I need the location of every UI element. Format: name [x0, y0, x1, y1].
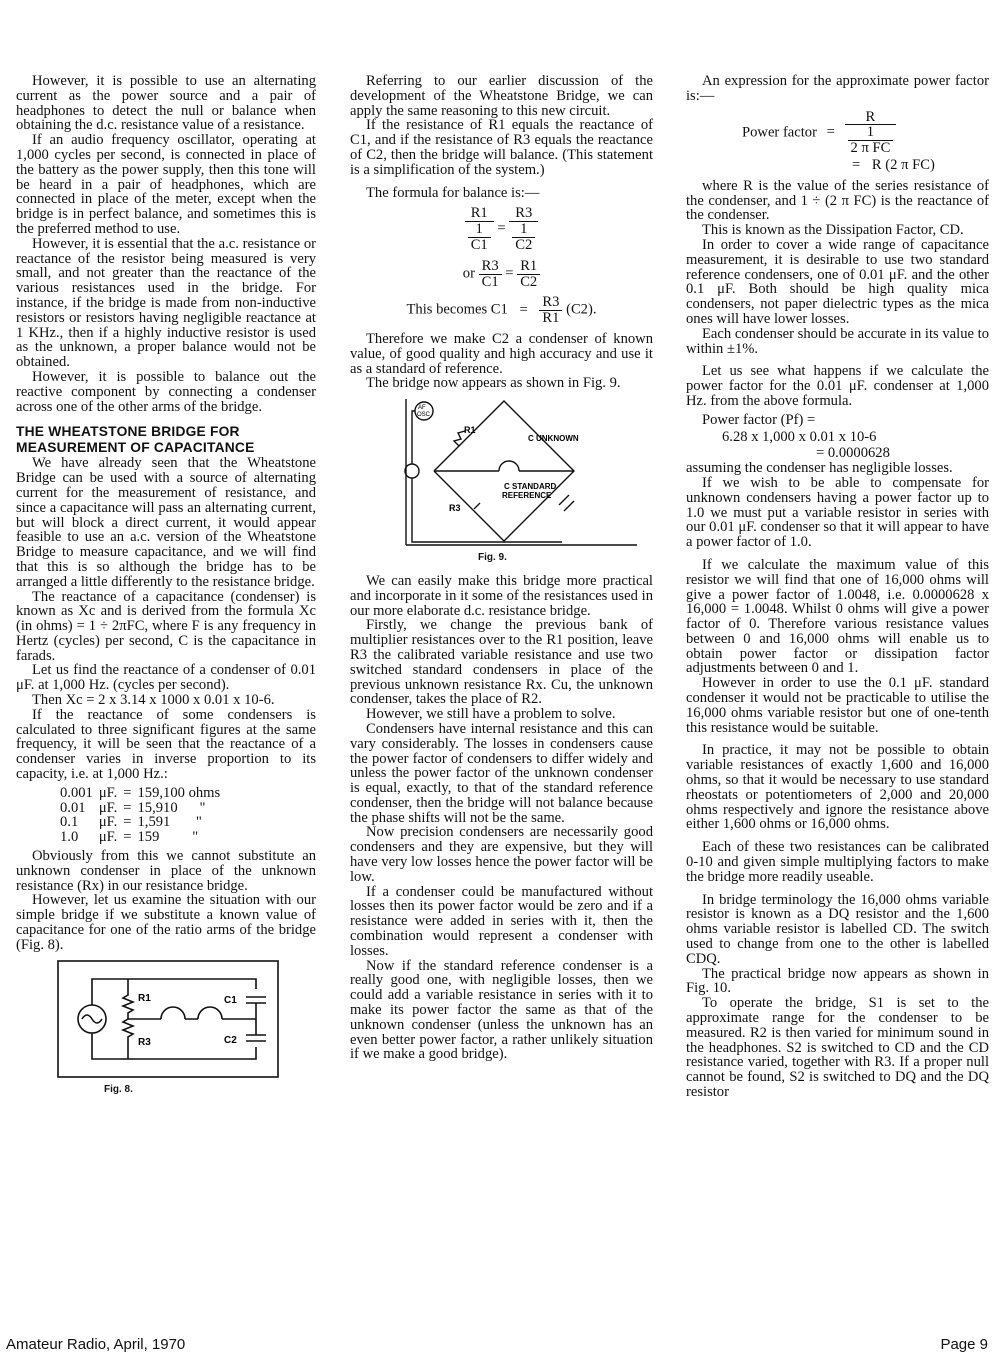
- paragraph: The reactance of a capacitance (condenser) is known as Xc and is derived from the formula Xc (in ohms) = 1 ÷ 2πFC, where F is any frequency in Hertz (cycles) per second, C is the capacitance in farads.: [16, 588, 316, 664]
- paragraph: Each of these two resistances can be calibrated 0-10 and given simple multiplying factors to make the bridge more readily useable.: [686, 839, 989, 885]
- oscillator-symbol: [405, 464, 419, 478]
- paragraph: The bridge now appears as shown in Fig. 9.: [366, 375, 621, 392]
- fig9-r3-label: R3: [449, 503, 461, 514]
- paragraph: Obviously from this we cannot substitute an unknown condenser in place of the unknown resistance (Rx) in our resistance bridge.: [16, 848, 316, 894]
- paragraph: However, we still have a problem to solve.: [366, 706, 616, 723]
- figure-9: [404, 397, 653, 566]
- heading-line-2: MEASUREMENT OF CAPACITANCE: [16, 440, 255, 456]
- section-heading: [16, 424, 316, 456]
- denominator: 2 π FC: [850, 140, 891, 157]
- fig9-diagram: [404, 397, 639, 547]
- numerator: R3: [539, 295, 562, 311]
- formula-balance-2: [350, 259, 653, 290]
- numerator: 1: [848, 125, 894, 141]
- formula-balance-3: [350, 295, 653, 326]
- fig8-c2-label: C2: [224, 1034, 237, 1046]
- paragraph: In bridge terminology the 16,000 ohms variable resistor is known as a DQ resistor and the 1,600 ohms variable resistor is labelled CD. The switch used to change from one to the other is labelled CDQ.: [686, 891, 989, 967]
- formula-tail: (C2).: [566, 302, 597, 318]
- paragraph: However, it is possible to use an alternating current as the power source and a pair of headphones to detect the null or balance when obtaining the d.c. resistance value of a resistance.: [16, 73, 316, 134]
- paragraph: assuming the condenser has negligible losses.: [686, 460, 953, 477]
- cell: 0.01: [60, 799, 86, 816]
- fraction: [845, 110, 897, 156]
- paragraph: Then Xc = 2 x 3.14 x 1000 x 0.01 x 10-6.: [32, 692, 275, 709]
- fig8-c1-label: C1: [224, 994, 237, 1006]
- paragraph: Therefore we make C2 a condenser of known value, of good quality and high accuracy and use it as a standard of reference.: [350, 330, 653, 377]
- paragraph: Let us see what happens if we calculate the power factor for the 0.01 μF. condenser at 1,000 Hz. from the above formula.: [686, 363, 989, 409]
- fig9-c-unknown-label: C UNKNOWN: [528, 434, 579, 444]
- table-row: [60, 786, 226, 801]
- paragraph: The formula for balance is:—: [366, 184, 540, 201]
- equals-sign: =: [497, 220, 506, 237]
- or-word: or: [462, 265, 475, 282]
- paragraph: The practical bridge now appears as shown in Fig. 10.: [686, 965, 989, 997]
- numerator: 1: [468, 222, 491, 238]
- cell: 15,910 ": [137, 799, 206, 816]
- denominator: [845, 125, 897, 156]
- paragraph: If we wish to be able to compensate for unknown condensers having a power factor up to 1.0 we must put a variable resistor in series with our 0.01 μF. condenser so that it will appear to have a power factor of 1.0.: [686, 474, 989, 551]
- paragraph: Firstly, we change the previous bank of multiplier resistances over to the R1 position, leave R3 the calibrated variable resistance and use two switched standard condensers in place of the previous unknown resistance Rx. Cu, the unknown condenser, takes the place of R2.: [350, 617, 653, 708]
- paragraph: If we calculate the maximum value of this resistor we will find that one of 16,000 ohms will give a power factor of 1.0048, i.e. 0.0000628 x 16,000 = 1.0048. Whilst 0 ohms will give a power factor of 0. Therefore various resistance values between 0 and 16,000 ohms will enable us to obtain power factor or dissipation factor adjustments between 0 and 1.: [686, 556, 989, 677]
- paragraph: However, it is essential that the a.c. resistance or reactance of the resistor being measured is very small, and not greater than the reactance of the various resistances used in the bridge. For instance, if the bridge is made from non-inductive resistors or resistors having negligible reactance at 1 KHz., then if a highly inductive resistor is used as the unknown, a proper balance would not be obtained.: [16, 235, 316, 371]
- equals-sign: =: [505, 265, 514, 282]
- paragraph: However, let us examine the situation with our simple bridge if we substitute a known value of capacitance for one of the ratio arms of the bridge (Fig. 8).: [16, 892, 316, 953]
- paragraph: Let us find the reactance of a condenser of 0.01 μF. at 1,000 Hz. (cycles per second).: [16, 662, 316, 694]
- formula-balance-1: [350, 206, 653, 252]
- paragraph: An expression for the approximate power factor is:—: [686, 73, 989, 104]
- paragraph: In order to cover a wide range of capacitance measurement, it is desirable to use two standard reference condensers, one of 0.01 μF. and the other 0.1 μF. Both should be high quality mica condensers, not paper dielectric types as the mica ones will have lower losses.: [686, 236, 989, 327]
- denominator: [465, 222, 494, 253]
- column-2: [350, 74, 653, 1062]
- denominator: C1: [470, 236, 488, 253]
- paragraph: If an audio frequency oscillator, operating at 1,000 cycles per second, is connected in place of the battery as the power supply, then this tone will be heard in a pair of headphones, which are connected in place of the meter, except when the bridge is in perfect balance, and sometimes this is the preferred method to use.: [16, 132, 316, 237]
- numerator: R1: [517, 259, 540, 275]
- numerator: R: [845, 110, 897, 126]
- fig9-reference-label: REFERENCE: [502, 491, 552, 501]
- heading-line-1: THE WHEATSTONE BRIDGE FOR: [16, 424, 240, 440]
- paragraph: If the resistance of R1 equals the reactance of C1, and if the resistance of R3 equals the reactance of C2, then the bridge will balance. (This statement is a simplification of the system.): [350, 117, 653, 178]
- denominator: C2: [520, 273, 538, 290]
- calc-line-1: Power factor (Pf) =: [702, 411, 816, 428]
- cell: 159,100 ohms: [137, 784, 221, 801]
- formula-result: R (2 π FC): [871, 156, 935, 173]
- fig9-r1-label: R1: [464, 425, 476, 436]
- fig8-caption: Fig. 8.: [104, 1083, 133, 1095]
- paragraph: If the reactance of some condensers is calculated to three significant figures at the same frequency, it will be seen that the reactance of a condenser varies in inverse proportion to its capacity, i.e. at 1,000 Hz.:: [16, 706, 316, 783]
- numerator: 1: [512, 222, 535, 238]
- formula-label: Power factor: [742, 124, 817, 141]
- footer-publication: Amateur Radio, April, 1970: [6, 1336, 186, 1353]
- column-3: [686, 74, 989, 1100]
- cell: =: [123, 784, 132, 801]
- numerator: R1: [465, 206, 494, 222]
- fig9-osc-label: OSC: [417, 412, 431, 419]
- table-row: [60, 801, 226, 816]
- table-row: [60, 830, 226, 845]
- equals-sign: =: [826, 124, 835, 141]
- calc-line-2: 6.28 x 1,000 x 0.01 x 10-6: [722, 428, 877, 445]
- calc-line-3: = 0.0000628: [816, 445, 890, 462]
- cell: =: [123, 829, 132, 846]
- denominator: C1: [481, 273, 499, 290]
- figure-8: [56, 959, 316, 1098]
- fig9-c-standard-label: C STANDARD: [504, 482, 557, 492]
- numerator: R3: [479, 259, 502, 275]
- fraction: [465, 206, 494, 252]
- equals-sign: =: [519, 302, 528, 318]
- denominator: [509, 222, 538, 253]
- paragraph: Now precision condensers are necessarily good condensers and they are expensive, but they will have very low losses hence the power factor will be low.: [350, 824, 653, 885]
- paragraph: We have already seen that the Wheatstone Bridge can be used with a source of alternating current for the measurement of resistance, and since a capacitance will pass an alternating current, but will block a direct current, it would appear feasible to use an a.c. version of the Wheatstone Bridge to measure capacitance, and we will find that this is so although the bridge has to be arranged a little differently to the resistance bridge.: [16, 455, 316, 590]
- power-factor-formula: [686, 110, 989, 173]
- denominator: R1: [542, 310, 560, 327]
- paragraph: However, it is possible to balance out the reactive component by connecting a condenser across one of the other arms of the bridge.: [16, 368, 316, 415]
- cell: μF.: [98, 829, 118, 846]
- cell: μF.: [98, 814, 118, 831]
- fig8-r1-label: R1: [138, 992, 151, 1004]
- cell: 0.1: [60, 814, 79, 831]
- paragraph: If a condenser could be manufactured without losses then its power factor would be zero and if a resistance were added in series with it, then the combination would represent a condenser with losses.: [350, 883, 653, 959]
- cell: μF.: [98, 799, 118, 816]
- paragraph: Condensers have internal resistance and this can vary considerably. The losses in condensers cause the power factor of condensers to differ widely and unless the power factor of the unknown condenser is equal, exactly, to that of the standard reference condenser, then the bridge will not balance because the phase shifts will not be the same.: [350, 720, 653, 826]
- numerator: R3: [509, 206, 538, 222]
- fig9-af-label: AF: [418, 405, 426, 412]
- fig8-r3-label: R3: [138, 1036, 151, 1048]
- cell: 0.001: [60, 784, 93, 801]
- cell: μF.: [98, 784, 118, 801]
- fig8-diagram: [56, 959, 281, 1079]
- paragraph: Referring to our earlier discussion of the development of the Wheatstone Bridge, we can apply the same reasoning to this new circuit.: [350, 73, 653, 119]
- paragraph: We can easily make this bridge more practical and incorporate in it some of the resistances used in our more elaborate d.c. resistance bridge.: [350, 572, 653, 619]
- reactance-table: [60, 786, 226, 845]
- footer-page-number: Page 9: [940, 1336, 988, 1353]
- paragraph: However in order to use the 0.1 μF. standard condenser it would not be practicable to utilise the 16,000 ohms variable resistor but one of one-tenth this resistance would be suitable.: [686, 675, 989, 736]
- paragraph: This is known as the Dissipation Factor, CD.: [702, 222, 964, 239]
- cell: =: [123, 799, 132, 816]
- paragraph: where R is the value of the series resistance of the condenser, and 1 ÷ (2 π FC) is the reactance of the condenser.: [686, 177, 989, 224]
- paragraph: To operate the bridge, S1 is set to the approximate range for the condenser to be measured. R2 is then varied for minimum sound in the headphones. S2 is switched to CD and the CD resistance varied, together with R3. If a proper null cannot be found, S2 is switched to DQ and the DQ resistor: [686, 995, 989, 1100]
- fraction: [509, 206, 538, 252]
- fig9-caption: Fig. 9.: [478, 552, 507, 564]
- cell: 1,591 ": [137, 814, 202, 831]
- equals-sign: =: [852, 156, 861, 173]
- table-row: [60, 815, 226, 830]
- formula-text: This becomes C1: [406, 302, 508, 318]
- paragraph: In practice, it may not be possible to obtain variable resistances of exactly 1,600 and 16,000 ohms, so that it would be necessary to use standard rheostats or potentiometers of 2,000 and 20,000 ohms respectively and ignore the resistance above either 1,600 ohms or 16,000 ohms.: [686, 742, 989, 833]
- paragraph: Each condenser should be accurate in its value to within ±1%.: [686, 325, 989, 357]
- cell: 1.0: [60, 829, 79, 846]
- cell: 159 ": [137, 829, 199, 846]
- column-1: [16, 74, 316, 1103]
- paragraph: Now if the standard reference condenser is a really good one, with negligible losses, then we could add a variable resistance in series with it to make its power factor the same as that of the unknown condenser (unless the unknown has an even better power factor, a rather unlikely situation if we make a good bridge).: [350, 957, 653, 1063]
- denominator: C2: [515, 236, 533, 253]
- cell: =: [123, 814, 132, 831]
